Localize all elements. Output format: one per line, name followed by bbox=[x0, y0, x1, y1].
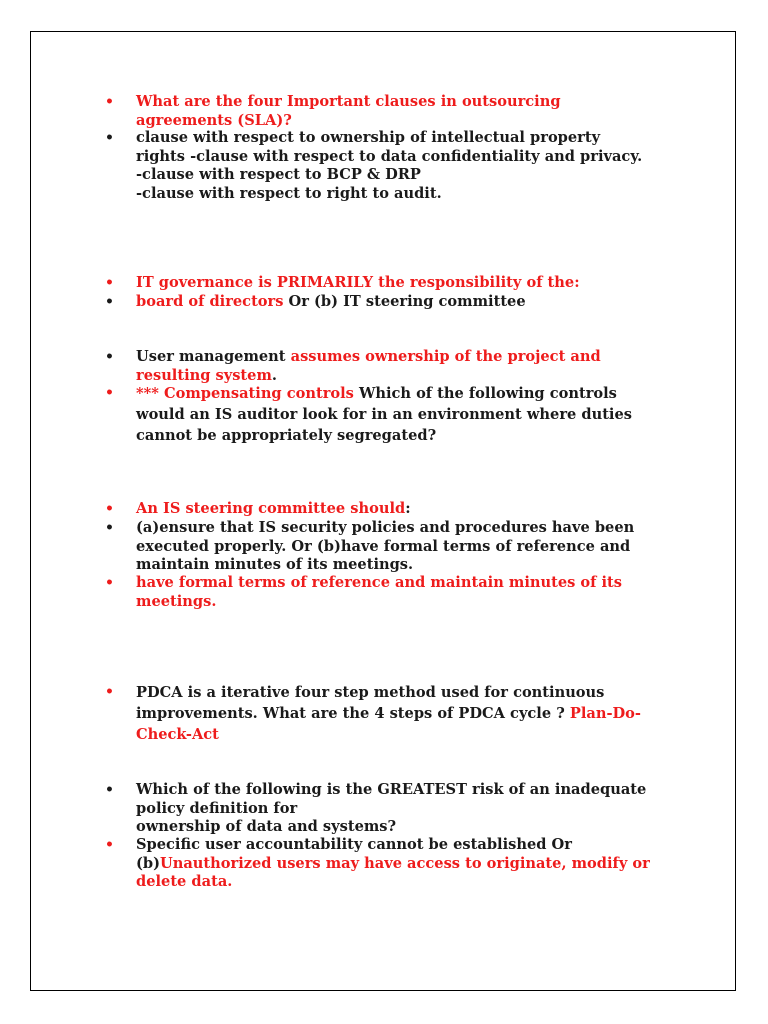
bullet-icon: • bbox=[105, 94, 114, 110]
user-management-text bbox=[136, 348, 655, 385]
governance-answer-red: board of directors bbox=[136, 293, 284, 310]
pdca-question: PDCA is a iterative four step method used for continuous improvements. What are the 4 steps of PDCA cycle ? bbox=[136, 684, 605, 722]
bullet-icon: • bbox=[105, 349, 114, 365]
risk-answer-black: Specific user accountability cannot be established Or (b) bbox=[136, 836, 572, 872]
list-item-governance-question bbox=[105, 274, 655, 293]
list-item-compensating-controls bbox=[105, 383, 655, 446]
list-item-pdca bbox=[105, 682, 655, 745]
user-management-period: . bbox=[271, 366, 277, 384]
bullet-icon: • bbox=[105, 575, 114, 591]
list-item-sla-question bbox=[105, 93, 655, 130]
list-item-steering-answer bbox=[105, 574, 655, 611]
user-management-red: assumes ownership of the project and resulting system bbox=[136, 348, 601, 384]
bullet-icon: • bbox=[105, 782, 114, 798]
bullet-icon: • bbox=[105, 130, 114, 146]
bullet-icon: • bbox=[105, 520, 114, 536]
bullet-icon: • bbox=[105, 385, 114, 401]
sla-question: What are the four Important clauses in outsourcing agreements (SLA)? bbox=[136, 93, 561, 129]
steering-question-red: An IS steering committee should bbox=[136, 500, 406, 517]
bullet-icon: • bbox=[105, 837, 114, 853]
bullet-icon: • bbox=[105, 501, 114, 517]
risk-question: Which of the following is the GREATEST risk of an inadequate policy definition for ownership of data and systems? bbox=[136, 781, 647, 835]
governance-question: IT governance is PRIMARILY the responsibility of the: bbox=[136, 274, 580, 291]
user-management-black: User management bbox=[136, 348, 291, 365]
compensating-controls-black: Which of the following controls would an IS auditor look for in an environment where duties cannot be appropriately segregated? bbox=[136, 385, 632, 444]
sla-answer: clause with respect to ownership of intellectual property rights -clause with respect to data confidentiality and privacy. -clause with respect to BCP & DRP -clause with respect to right to audit. bbox=[136, 129, 643, 202]
risk-answer-red: Unauthorized users may have access to originate, modify or delete data. bbox=[136, 854, 650, 890]
steering-options: (a)ensure that IS security policies and procedures have been executed properly. Or (b)have formal terms of reference and maintain minutes of its meetings. bbox=[136, 519, 635, 573]
bullet-icon: • bbox=[105, 684, 114, 700]
list-item-risk-answer bbox=[105, 836, 655, 892]
governance-answer-black: Or (b) IT steering committee bbox=[283, 293, 526, 310]
compensating-controls-red: *** Compensating controls bbox=[136, 385, 354, 402]
steering-answer: have formal terms of reference and maintain minutes of its meetings. bbox=[136, 574, 623, 610]
list-item-steering-options bbox=[105, 519, 655, 575]
compensating-controls-text bbox=[136, 383, 655, 446]
list-item-risk-question bbox=[105, 781, 655, 837]
list-item-sla-answer bbox=[105, 129, 655, 203]
governance-answer bbox=[136, 293, 655, 312]
steering-question-colon: : bbox=[405, 500, 411, 517]
pdca-answer: Plan-Do- Check-Act bbox=[136, 705, 641, 743]
steering-question bbox=[136, 500, 655, 519]
risk-answer bbox=[136, 836, 655, 892]
list-item-user-management bbox=[105, 348, 655, 385]
list-item-governance-answer bbox=[105, 293, 655, 312]
list-item-steering-question bbox=[105, 500, 655, 519]
pdca-text bbox=[136, 682, 655, 745]
bullet-icon: • bbox=[105, 294, 114, 310]
bullet-icon: • bbox=[105, 275, 114, 291]
